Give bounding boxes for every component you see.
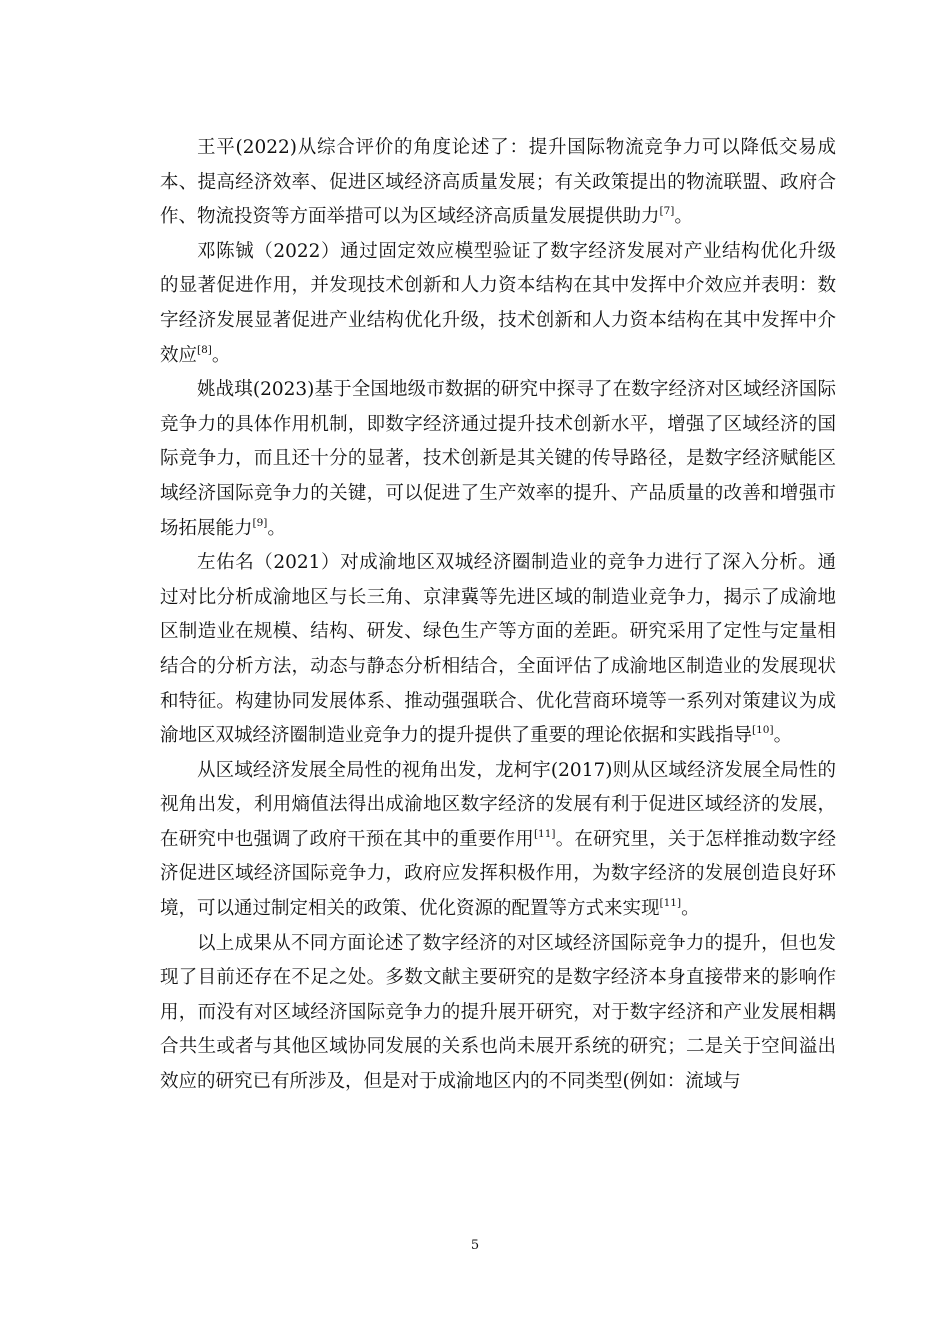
paragraph-text: 以上成果从不同方面论述了数字经济的对区域经济国际竞争力的提升，但也发现了目前还存在不足之处。多数文献主要研究的是数字经济本身直接带来的影响作用，而没有对区域经济国际竞争力的提升展开研究，对于数字经济和产业发展相耦合共生或者与其他区域协同发展的关系也尚未展开系统的研究；二是关于空间溢出效应的研究已有所涉及，但是对于成渝地区内的不同类型(例如：流域与 bbox=[160, 932, 836, 1093]
paragraph bbox=[160, 927, 836, 1100]
citation-reference: [11] bbox=[533, 828, 556, 840]
paragraph-text: 。 bbox=[773, 725, 793, 747]
paragraph bbox=[160, 754, 836, 927]
citation-reference: [9] bbox=[252, 516, 268, 529]
paragraph-text: 邓陈铖（2022）通过固定效应模型验证了数字经济发展对产业结构优化升级的显著促进作用，并发现技术创新和人力资本结构在其中发挥中介效应并表明：数字经济发展显著促进产业结构优化升级，技术创新和人力资本结构在其中发挥中介效应 bbox=[160, 240, 836, 366]
paragraph bbox=[160, 131, 836, 235]
paragraph-text: 王平(2022)从综合评价的角度论述了：提升国际物流竞争力可以降低交易成本、提高经济效率、促进区域经济高质量发展；有关政策提出的物流联盟、政府合作、物流投资等方面举措可以为区域经济高质量发展提供助力 bbox=[160, 137, 836, 228]
paragraph-text: 左佑名（2021）对成渝地区双城经济圈制造业的竞争力进行了深入分析。通过对比分析成渝地区与长三角、京津冀等先进区域的制造业竞争力，揭示了成渝地区制造业在规模、结构、研发、绿色生产等方面的差距。研究采用了定性与定量相结合的分析方法，动态与静态分析相结合，全面评估了成渝地区制造业的发展现状和特征。构建协同发展体系、推动强强联合、优化营商环境等一系列对策建议为成渝地区双城经济圈制造业竞争力的提升提供了重要的理论依据和实践指导 bbox=[160, 552, 836, 747]
citation-reference: [10] bbox=[752, 724, 774, 737]
paragraph bbox=[160, 373, 836, 546]
paragraph-text: 姚战琪(2023)基于全国地级市数据的研究中探寻了在数字经济对区域经济国际竞争力的具体作用机制，即数字经济通过提升技术创新水平，增强了区域经济的国际竞争力，而且还十分的显著，技术创新是其关键的传导路径，是数字经济赋能区域经济国际竞争力的关键，可以促进了生产效率的提升、产品质量的改善和增强市场拓展能力 bbox=[160, 379, 836, 539]
paragraph-text: 。在研究里，关于怎样推动数字经济促进区域经济国际竞争力，政府应发挥积极作用，为数字经济的发展创造良好环境，可以通过制定相关的政策、优化资源的配置等方式来实现 bbox=[160, 828, 836, 920]
paragraph-text: 。 bbox=[267, 517, 286, 539]
paragraph bbox=[160, 235, 836, 373]
paragraph-text: 从区域经济发展全局性的视角出发，龙柯宇(2017)则从区域经济发展全局性的视角出发，利用熵值法得出成渝地区数字经济的发展有利于促进区域经济的发展，在研究中也强调了政府干预在其中的重要作用 bbox=[160, 759, 836, 850]
paragraph-text: 。 bbox=[681, 898, 700, 920]
paragraph-text: 。 bbox=[211, 344, 231, 366]
citation-reference: [8] bbox=[197, 343, 212, 356]
page-number: 5 bbox=[470, 1238, 480, 1253]
citation-reference: [7] bbox=[659, 205, 675, 218]
citation-reference: [11] bbox=[659, 897, 682, 910]
body-text bbox=[160, 131, 836, 1100]
paragraph-text: 。 bbox=[674, 206, 693, 228]
paragraph bbox=[160, 546, 836, 754]
